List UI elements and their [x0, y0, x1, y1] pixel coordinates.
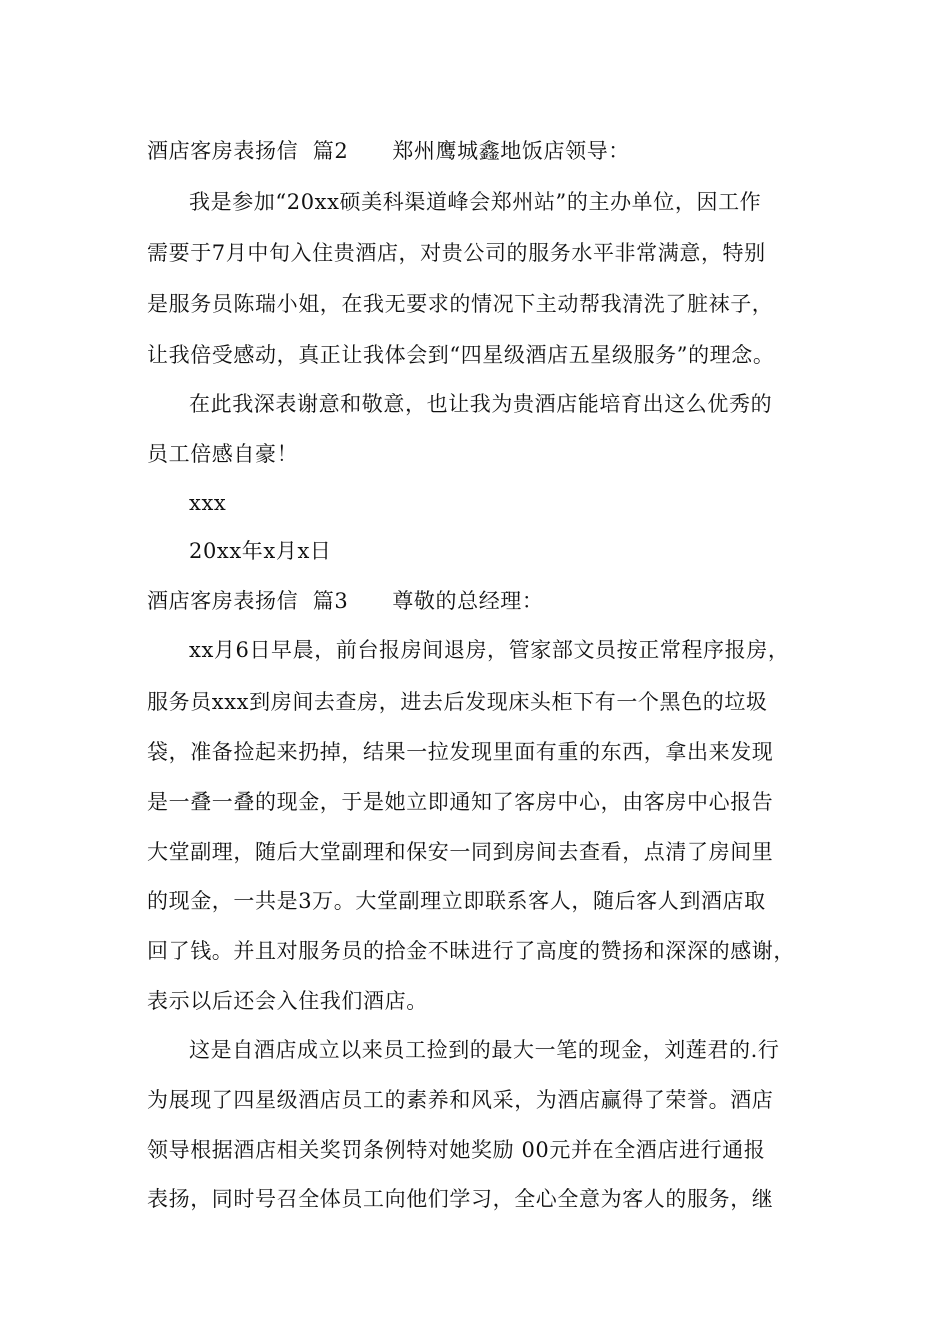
section3-heading-line: [147, 588, 544, 614]
section2-heading: 酒店客房表扬信 篇2: [147, 139, 349, 163]
section2-date: 20xx年x月x日: [189, 539, 332, 563]
section3-p2-line-4: 表扬，同时号召全体员工向他们学习，全心全意为客人的服务，继: [147, 1187, 774, 1211]
section3-p1-line-5: 大堂副理，随后大堂副理和保安一同到房间去查看，点清了房间里: [147, 840, 774, 864]
section2-p1-line-2: 需要于7月中旬入住贵酒店，对贵公司的服务水平非常满意，特别: [147, 241, 766, 265]
section3-p1-line-1: xx月6日早晨，前台报房间退房，管家部文员按正常程序报房，: [189, 638, 790, 662]
section3-p1-line-2: 服务员xxx到房间去查房，进去后发现床头柜下有一个黑色的垃圾: [147, 690, 768, 714]
section3-salutation: 尊敬的总经理：: [392, 589, 544, 613]
section3-p2-line-2: 为展现了四星级酒店员工的素养和风采，为酒店赢得了荣誉。酒店: [147, 1088, 774, 1112]
section3-heading: 酒店客房表扬信 篇3: [147, 589, 349, 613]
section2-signature: xxx: [189, 491, 227, 515]
section2-p1-line-1: 我是参加“20xx硕美科渠道峰会郑州站”的主办单位，因工作: [189, 190, 762, 214]
section3-p1-line-8: 表示以后还会入住我们酒店。: [147, 989, 428, 1013]
section3-p1-line-7: 回了钱。并且对服务员的拾金不昧进行了高度的赞扬和深深的感谢，: [147, 939, 795, 963]
section2-p2-line-1: 在此我深表谢意和敬意，也让我为贵酒店能培育出这么优秀的: [189, 392, 773, 416]
section2-p1-line-4: 让我倍受感动，真正让我体会到“四星级酒店五星级服务”的理念。: [147, 343, 775, 367]
section3-p2-line-3: 领导根据酒店相关奖罚条例特对她奖励 00元并在全酒店进行通报: [147, 1138, 766, 1162]
section3-p1-line-3: 袋，准备捡起来扔掉，结果一拉发现里面有重的东西，拿出来发现: [147, 740, 774, 764]
section2-p1-line-3: 是服务员陈瑞小姐，在我无要求的情况下主动帮我清洗了脏袜子，: [147, 292, 774, 316]
section3-p2-line-1: 这是自酒店成立以来员工捡到的最大一笔的现金，刘莲君的.行: [189, 1038, 780, 1062]
section2-heading-line: [147, 138, 630, 164]
section2-salutation: 郑州鹰城鑫地饭店领导：: [392, 139, 630, 163]
section2-p2-line-2: 员工倍感自豪！: [147, 442, 299, 466]
section3-p1-line-4: 是一叠一叠的现金，于是她立即通知了客房中心，由客房中心报告: [147, 790, 774, 814]
section3-p1-line-6: 的现金，一共是3万。大堂副理立即联系客人，随后客人到酒店取: [147, 889, 766, 913]
